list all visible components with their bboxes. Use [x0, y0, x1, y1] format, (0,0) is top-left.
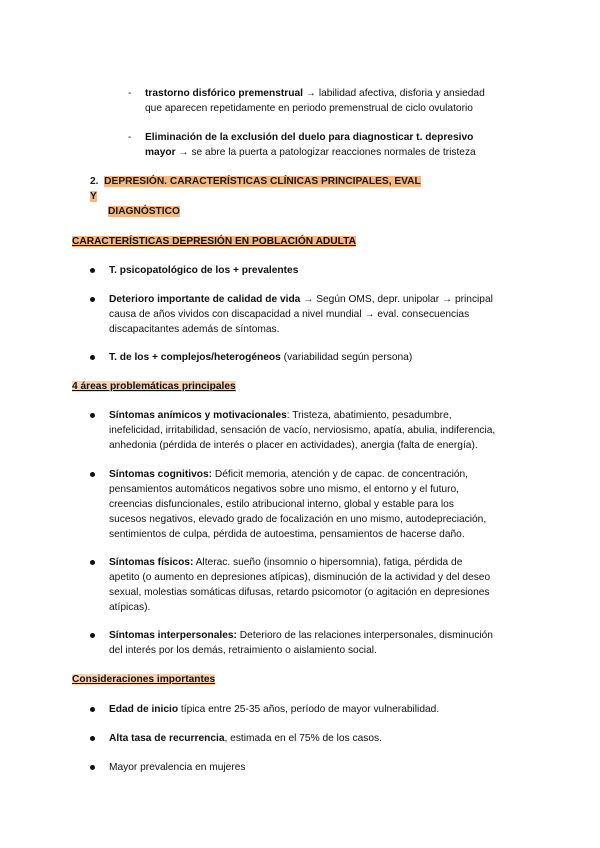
text: atípicas).	[109, 602, 151, 613]
text: causa de años vividos con discapacidad a nivel mundial → eval. consecuencias	[109, 309, 470, 320]
section-title-line1: DEPRESIÓN. CARACTERÍSTICAS CLÍNICAS PRINCIPALES, EVAL Y	[90, 176, 421, 202]
text: Mayor prevalencia en mujeres	[109, 762, 246, 773]
text: Alterac. sueño (insomnio o hipersomnia), fatiga, pérdida de	[195, 557, 463, 568]
list-item	[90, 702, 540, 717]
bold-term: T. psicopatológico de los + prevalentes	[109, 265, 299, 276]
list-item	[128, 130, 528, 160]
sub-heading-text: 4 áreas problemáticas principales	[72, 381, 236, 392]
arrow: →	[178, 147, 189, 158]
list-item	[90, 292, 540, 337]
list-item	[90, 731, 540, 746]
bold-term: Síntomas cognitivos:	[109, 469, 213, 480]
list-item	[90, 263, 540, 278]
text: : Tristeza, abatimiento, pesadumbre,	[286, 410, 452, 421]
bold-term: Deterioro importante de calidad de vida	[109, 294, 301, 305]
text: sentimientos de culpa, pérdida de autoestima, pensamientos de hacerse daño.	[109, 529, 465, 540]
text: (variabilidad según persona)	[283, 352, 413, 363]
sub-heading	[72, 672, 215, 687]
bold-term: T. de los + complejos/heterogéneos	[109, 352, 281, 363]
text: , estimada en el 75% de los casos.	[224, 733, 382, 744]
section-title	[90, 174, 430, 219]
bold-term: Eliminación de la exclusión del duelo para diagnosticar t. depresivo	[145, 132, 474, 143]
list-item	[90, 760, 540, 775]
text: creencias disfuncionales, estilo atribucional interno, global y estable para los	[109, 499, 454, 510]
bullet-icon	[90, 633, 95, 638]
bullet-icon	[90, 736, 95, 741]
bullet-icon	[90, 707, 95, 712]
text: del interés por los demás, retraimiento o aislamiento social.	[109, 645, 377, 656]
text: → Según OMS, depr. unipolar → principal	[303, 294, 493, 305]
list-item	[90, 350, 540, 365]
text: labilidad afectiva, disforia y ansiedad	[318, 88, 485, 99]
bullet-icon	[90, 297, 95, 302]
bold-term: Síntomas físicos:	[109, 557, 194, 568]
bullet-icon	[90, 268, 95, 273]
bullet-icon	[90, 560, 95, 565]
list-item	[90, 467, 540, 542]
text: apetito (o aumento en depresiones atípicas), disminución de la actividad y del deseo	[109, 572, 491, 583]
text: sucesos negativos, elevado grado de focalización en uno mismo, autodepreciación,	[109, 514, 487, 525]
bullet-icon	[90, 355, 95, 360]
dash-marker: -	[128, 88, 132, 99]
dash-marker: -	[128, 132, 132, 143]
sub-heading-text: CARACTERÍSTICAS DEPRESIÓN EN POBLACIÓN ADULTA	[72, 236, 356, 247]
text: Deterioro de las relaciones interpersonales, disminución	[239, 630, 493, 641]
text: anhedonia (pérdida de interés o placer en actividades), anergia (falta de energía).	[109, 440, 478, 451]
text: Déficit memoria, atención y de capac. de concentración,	[214, 469, 468, 480]
bold-term: Síntomas interpersonales:	[109, 630, 237, 641]
list-item	[128, 86, 528, 116]
text: discapacitantes además de síntomas.	[109, 324, 280, 335]
arrow: →	[305, 88, 316, 99]
list-item	[90, 555, 540, 615]
text: se abre la puerta a patologizar reacciones normales de tristeza	[191, 147, 476, 158]
section-number: 2.	[90, 176, 99, 187]
list-item	[90, 628, 540, 658]
bold-term: Síntomas anímicos y motivacionales	[109, 410, 287, 421]
list-item	[90, 408, 540, 453]
bold-term: Edad de inicio	[109, 704, 179, 715]
bold-term: mayor	[145, 147, 176, 158]
text: inefelicidad, irritabilidad, sensación de vacío, nerviosismo, apatía, abulia, indiferencia,	[109, 425, 496, 436]
text: que aparecen repetidamente en periodo premenstrual de ciclo ovulatorio	[145, 103, 473, 114]
bullet-icon	[90, 472, 95, 477]
sub-heading	[72, 234, 356, 249]
text: sexual, molestias somáticas difusas, retardo psicomotor (o agitación en depresiones	[109, 587, 490, 598]
text: típica entre 25-35 años, período de mayor vulnerabilidad.	[180, 704, 440, 715]
text: pensamientos automáticos negativos sobre uno mismo, el entorno y el futuro,	[109, 484, 459, 495]
bold-term: Alta tasa de recurrencia	[109, 733, 225, 744]
section-title-line2: DIAGNÓSTICO	[108, 206, 180, 217]
sub-heading	[72, 379, 236, 394]
bullet-icon	[90, 765, 95, 770]
bullet-icon	[90, 413, 95, 418]
bold-term: trastorno disfórico premenstrual	[145, 88, 303, 99]
sub-heading-text: Consideraciones importantes	[72, 674, 216, 685]
